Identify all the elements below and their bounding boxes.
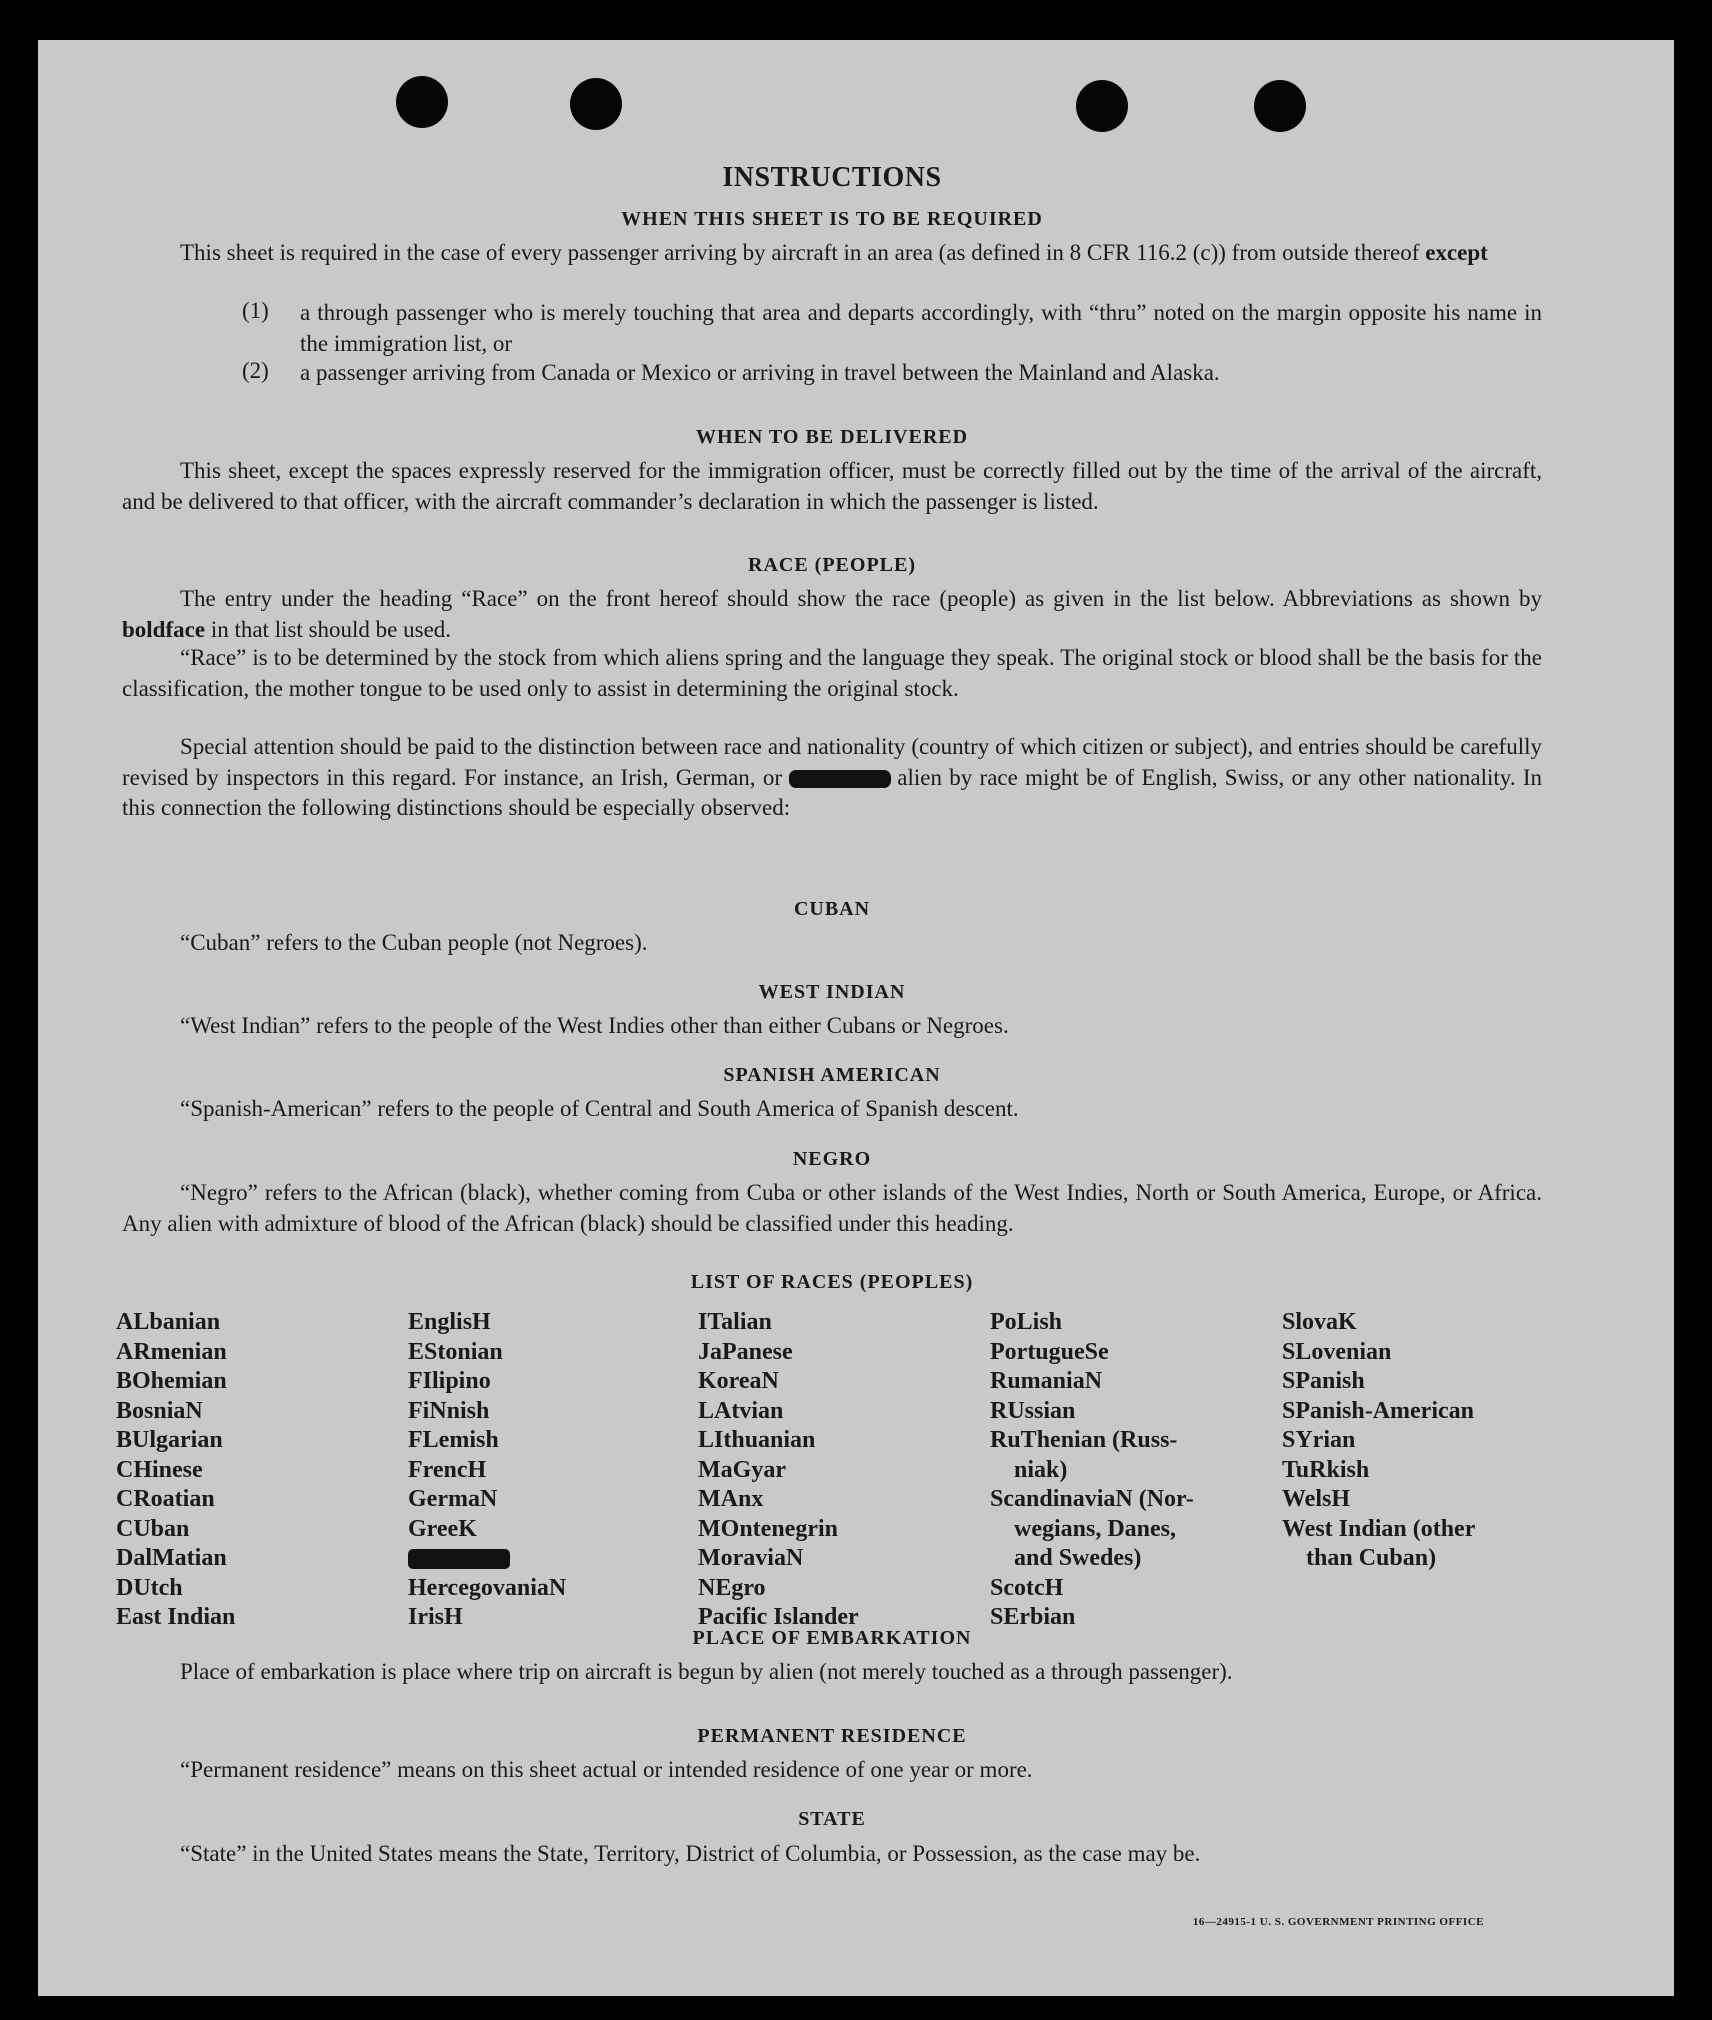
race-item-continued: wegians, Danes,	[1014, 1515, 1177, 1542]
item2-text: a passenger arriving from Canada or Mexico or arriving in travel between the Mainland and Alaska.	[300, 360, 1220, 385]
para-required-intro	[122, 238, 1542, 269]
race-item: ARmenian	[116, 1338, 227, 1365]
race-item: PoLish	[990, 1309, 1063, 1335]
para-race-2: “Race” is to be determined by the stock from which aliens spring and the language they speak. The original stock or blood shall be the basis for the classification, the mother tongue to be used only to assist in determining the original stock.	[122, 645, 1542, 701]
para-cuban: “Cuban” refers to the Cuban people (not Negroes).	[180, 930, 648, 955]
para-race-1	[122, 584, 1542, 645]
para-race-3a: Special attention should be paid to the distinction between race and nationality (country of which citizen or subject), and entries should be carefully revised by inspectors in this regard. For instance, an Irish, German, or	[122, 734, 1542, 790]
para-residence: “Permanent residence” means on this sheet actual or intended residence of one year or more.	[180, 1757, 1033, 1782]
heading-embarkation: PLACE OF EMBARKATION	[692, 1627, 972, 1649]
race-item: PortugueSe	[990, 1338, 1109, 1365]
race-item-continued: than Cuban)	[1306, 1545, 1437, 1571]
race-item: EStonian	[408, 1338, 503, 1365]
race-item: IrisH	[408, 1604, 463, 1630]
para-state: “State” in the United States means the State, Territory, District of Columbia, or Possession, as the case may be.	[180, 1841, 1201, 1866]
para-race-1a: The entry under the heading “Race” on the front hereof should show the race (people) as given in the list below. Abbreviations as shown by	[180, 586, 1542, 611]
race-item: BUlgarian	[116, 1427, 223, 1453]
race-item: MOntenegrin	[698, 1515, 838, 1542]
race-item: SlovaK	[1282, 1309, 1357, 1335]
item1-text: a through passenger who is merely touching that area and departs accordingly, with “thru” noted on the margin opposite his name in the immigration list, or	[300, 300, 1542, 356]
punch-hole	[1076, 80, 1128, 132]
race-item: FiNnish	[408, 1397, 490, 1424]
para-race-1-bold: boldface	[122, 616, 206, 642]
races-column-5	[1282, 1308, 1475, 1574]
race-item-redacted	[408, 1544, 566, 1574]
race-item: RumaniaN	[990, 1368, 1103, 1394]
heading-negro: NEGRO	[792, 1148, 872, 1170]
para-west-indian: “West Indian” refers to the people of the West Indies other than either Cubans or Negroes.	[180, 1013, 1009, 1038]
race-item: West Indian (other	[1282, 1515, 1476, 1542]
heading-cuban: CUBAN	[793, 898, 871, 920]
race-item: SPanish-American	[1282, 1397, 1474, 1424]
item1-number: (1)	[242, 298, 269, 323]
race-item: RUssian	[990, 1397, 1076, 1424]
race-item-continued: and Swedes)	[1014, 1545, 1142, 1571]
heading-residence: PERMANENT RESIDENCE	[697, 1725, 967, 1747]
race-item: MAnx	[698, 1486, 764, 1512]
race-item: BOhemian	[116, 1368, 227, 1394]
race-item: SLovenian	[1282, 1338, 1392, 1365]
races-column-2	[408, 1308, 566, 1633]
para-spanish-american: “Spanish-American” refers to the people of Central and South America of Spanish descent.	[180, 1096, 1019, 1121]
race-item: SPanish	[1282, 1368, 1365, 1394]
race-item: HercegovaniaN	[408, 1574, 567, 1601]
race-item: ScandinaviaN (Nor-	[990, 1486, 1194, 1512]
redaction-mark	[408, 1549, 510, 1569]
para-race-1b: in that list should be used.	[210, 616, 452, 642]
race-item: GermaN	[408, 1486, 498, 1512]
race-item: KoreaN	[698, 1368, 779, 1394]
heading-race: RACE (PEOPLE)	[748, 554, 916, 576]
heading-state: STATE	[798, 1808, 866, 1830]
race-item: MoraviaN	[698, 1545, 804, 1571]
race-item: ScotcH	[990, 1574, 1064, 1601]
race-item: ITalian	[698, 1309, 772, 1335]
race-item: ALbanian	[116, 1309, 221, 1335]
races-column-3	[698, 1308, 859, 1633]
para-delivered: This sheet, except the spaces expressly reserved for the immigration officer, must be correctly filled out by the time of the arrival of the aircraft, and be delivered to that officer, with the aircraft commander’s declaration in which the passenger is listed.	[122, 458, 1542, 514]
para-required-intro-bold: except	[1425, 240, 1488, 265]
race-item: SYrian	[1282, 1427, 1356, 1453]
race-item: LIthuanian	[698, 1427, 816, 1453]
races-column-4	[990, 1308, 1194, 1633]
race-item: FLemish	[408, 1427, 499, 1453]
races-column-1	[116, 1308, 235, 1633]
race-item: BosniaN	[116, 1397, 203, 1424]
printer-footer: 16—24915-1 U. S. GOVERNMENT PRINTING OFFICE	[1192, 1916, 1484, 1928]
race-item: MaGyar	[698, 1456, 786, 1483]
race-item: TuRkish	[1282, 1456, 1370, 1483]
heading-spanish-american: SPANISH AMERICAN	[723, 1064, 941, 1086]
para-race-3b: alien by race might be of English, Swiss, or any other nationality. In this connection the following distinctions should be especially observed:	[122, 764, 1543, 820]
race-item: LAtvian	[698, 1397, 784, 1424]
race-item: East Indian	[116, 1604, 236, 1630]
heading-west-indian: WEST INDIAN	[758, 981, 906, 1003]
race-item: CHinese	[116, 1456, 203, 1483]
page-title: INSTRUCTIONS	[722, 162, 942, 193]
para-required-intro-text: This sheet is required in the case of every passenger arriving by aircraft in an area (as defined in 8 CFR 116.2 (c)) from outside thereof	[180, 240, 1420, 265]
race-item: NEgro	[698, 1574, 766, 1601]
race-item: DUtch	[116, 1574, 183, 1601]
heading-delivered: WHEN TO BE DELIVERED	[695, 426, 969, 448]
race-item: DalMatian	[116, 1545, 227, 1571]
race-item: CUban	[116, 1515, 190, 1542]
heading-races-list: LIST OF RACES (PEOPLES)	[690, 1271, 974, 1293]
heading-required: WHEN THIS SHEET IS TO BE REQUIRED	[621, 208, 1043, 230]
race-item: CRoatian	[116, 1486, 215, 1512]
race-item: EnglisH	[408, 1309, 491, 1335]
race-item: WelsH	[1282, 1486, 1351, 1512]
punch-hole	[396, 76, 448, 128]
race-item: JaPanese	[698, 1338, 793, 1365]
redaction-mark	[789, 770, 891, 788]
race-item: Pacific Islander	[698, 1604, 859, 1630]
para-embarkation: Place of embarkation is place where trip on aircraft is begun by alien (not merely touched as a through passenger).	[180, 1659, 1233, 1684]
race-item: RuThenian (Russ-	[990, 1427, 1178, 1453]
race-item-continued: niak)	[1014, 1456, 1068, 1483]
para-race-3	[122, 732, 1542, 824]
punch-hole	[570, 78, 622, 130]
race-item: GreeK	[408, 1515, 477, 1542]
race-item: FrencH	[408, 1456, 487, 1483]
document-page	[38, 40, 1674, 1996]
item2-number: (2)	[242, 358, 269, 383]
para-negro: “Negro” refers to the African (black), whether coming from Cuba or other islands of the West Indies, North or South America, Europe, or Africa. Any alien with admixture of blood of the African (black) should be classified under this heading.	[122, 1180, 1542, 1236]
race-item: FIlipino	[408, 1368, 491, 1394]
punch-hole	[1254, 80, 1306, 132]
race-item: SErbian	[990, 1604, 1076, 1630]
